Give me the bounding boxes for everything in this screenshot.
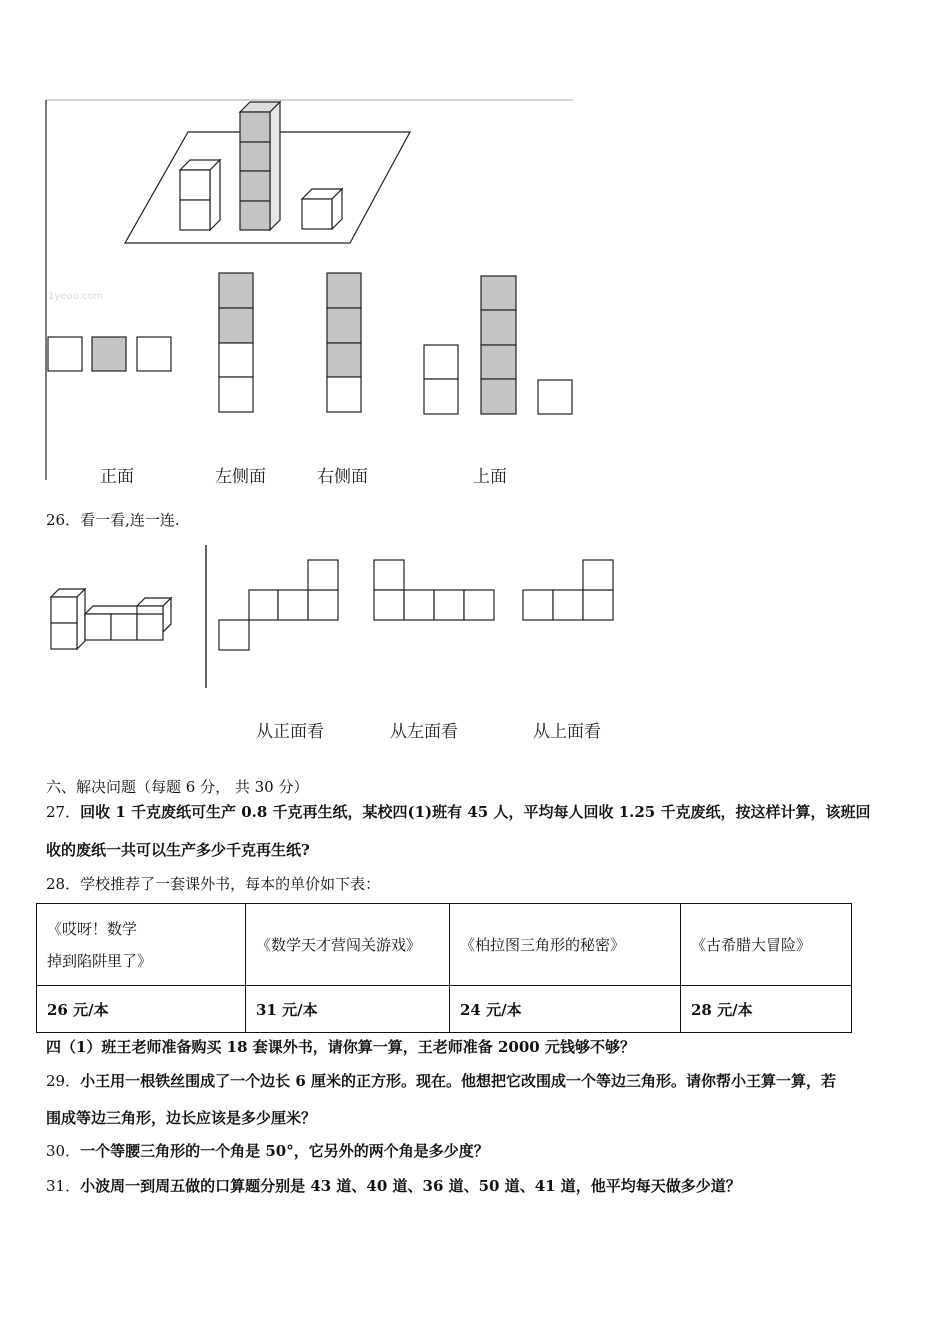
q26-drawing (0, 540, 950, 700)
tall-stack (240, 102, 280, 230)
view-label-top: 上面 (473, 467, 507, 487)
book-title: 《古希腊大冒险》 (691, 936, 812, 954)
left-stack (180, 160, 220, 230)
question-number: 30． (46, 1142, 81, 1160)
front-view (48, 337, 171, 371)
q26-view-left-tower (374, 560, 494, 620)
book-title-line: 掉到陷阱里了》 (47, 951, 153, 970)
question-text: 围成等边三角形，边长应该是多少厘米？ (46, 1109, 317, 1127)
top-view (424, 276, 572, 414)
view-label-right-side: 右侧面 (317, 467, 368, 487)
table-cell: 26 元/本 (37, 986, 246, 1033)
watermark: 1yeoo.com (48, 291, 104, 302)
q26-view-staircase (219, 560, 338, 650)
question-text: 一个等腰三角形的一个角是 50°，它另外的两个角是多少度？ (80, 1142, 489, 1160)
question-text: 收的废纸一共可以生产多少千克再生纸? (46, 841, 310, 859)
q26-label-left: 从左面看 (390, 722, 458, 742)
question-29-line1 (46, 1071, 836, 1091)
question-28-ask (46, 1037, 635, 1057)
question-28 (46, 874, 380, 894)
view-label-front: 正面 (100, 467, 134, 487)
question-30 (46, 1141, 489, 1161)
question-31 (46, 1176, 741, 1196)
table-row-titles (37, 904, 852, 986)
right-side-view (327, 273, 361, 412)
question-27-line1 (46, 802, 870, 822)
question-text: 小王用一根铁丝围成了一个边长 6 厘米的正方形。现在。他想把它改围成一个等边三角形。请你帮小王算一算，若 (80, 1072, 836, 1090)
question-27-line2 (46, 840, 310, 860)
question-number: 29． (46, 1072, 81, 1090)
book-price-table (36, 903, 852, 1033)
table-cell (246, 904, 450, 986)
question-29-line2 (46, 1108, 316, 1128)
question-number: 28． (46, 875, 81, 893)
book-title: 《数学天才营闯关游戏》 (256, 936, 422, 954)
cube-views-drawing (0, 0, 950, 500)
section-heading: 六、解决问题（每题 6 分， 共 30 分） (46, 778, 309, 796)
view-label-left-side: 左侧面 (215, 467, 266, 487)
table-cell: 28 元/本 (681, 986, 852, 1033)
table-cell (681, 904, 852, 986)
question-26 (46, 510, 180, 530)
table-cell: 31 元/本 (246, 986, 450, 1033)
book-title-line: 《哎呀！数学 (47, 919, 138, 938)
question-text: 学校推荐了一套课外书，每本的单价如下表： (80, 875, 381, 893)
question-text: 回收 1 千克废纸可生产 0.8 千克再生纸，某校四(1)班有 45 人，平均每人回收 1.25 千克废纸，按这样计算，该班回 (80, 803, 871, 821)
question-text: 小波周一到周五做的口算题分别是 43 道、40 道、36 道、50 道、41 道，他平均每天做多少道？ (80, 1177, 741, 1195)
table-cell: 24 元/本 (450, 986, 681, 1033)
question-number: 27． (46, 803, 81, 821)
q26-label-front: 从正面看 (256, 722, 324, 742)
question-number: 26． (46, 511, 81, 529)
q26-label-top: 从上面看 (533, 722, 601, 742)
table-cell (450, 904, 681, 986)
q26-figure (0, 540, 950, 700)
single-cube (302, 189, 342, 229)
left-side-view (219, 273, 253, 412)
q26-view-right-tower (523, 560, 613, 620)
book-title: 《柏拉图三角形的秘密》 (460, 936, 626, 954)
question-text: 看一看,连一连. (80, 511, 180, 529)
question-text: 四（1）班王老师准备购买 18 套课外书，请你算一算，王老师准备 2000 元钱够不够？ (46, 1038, 635, 1056)
q26-solid (51, 589, 171, 649)
question-number: 31． (46, 1177, 81, 1195)
table-cell (37, 904, 246, 986)
cube-views-figure (0, 0, 950, 500)
table-row-prices (37, 986, 852, 1033)
